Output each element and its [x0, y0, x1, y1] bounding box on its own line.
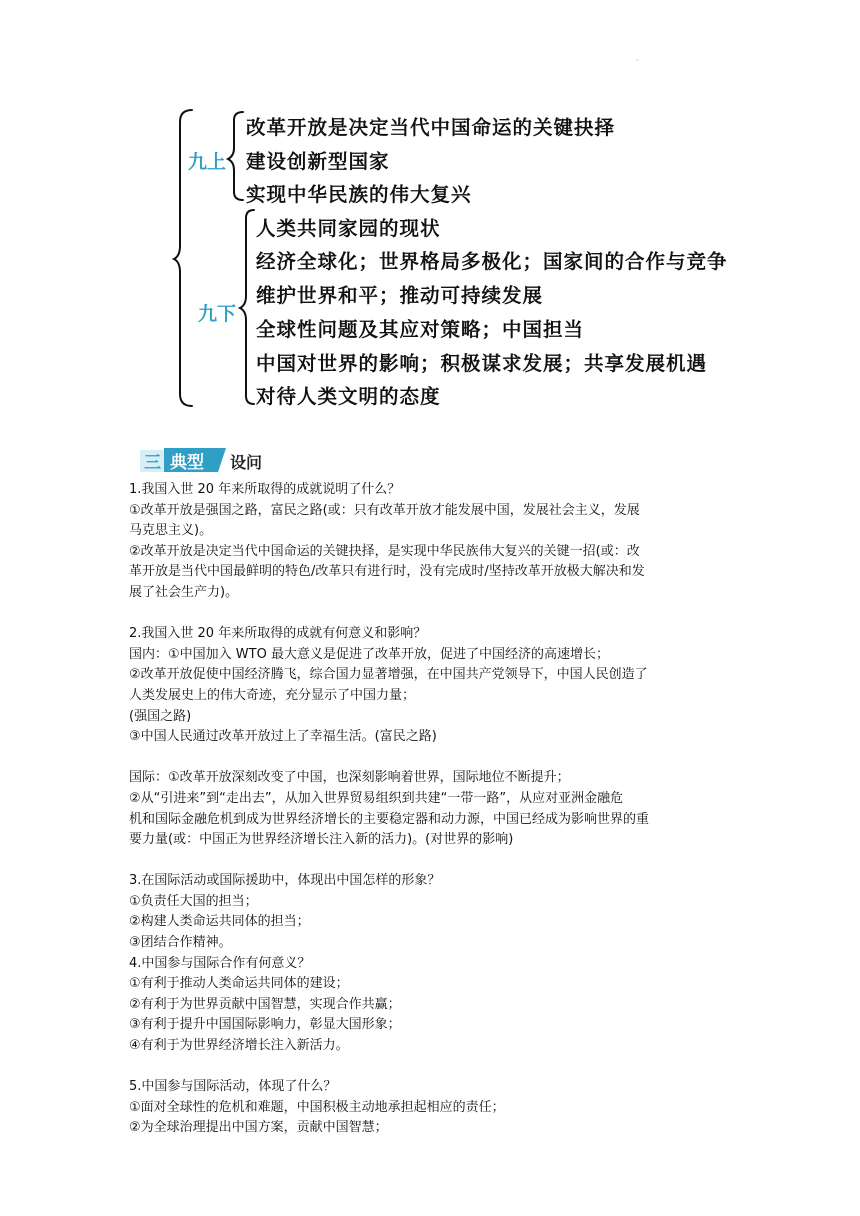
answer-line: ②为全球治理提出中国方案，贡献中国智慧； [129, 1120, 388, 1136]
answer-line: ①面对全球性的危机和难题，中国积极主动地承担起相应的责任； [129, 1099, 505, 1115]
outline-item: 建设创新型国家 [246, 150, 390, 173]
group-label-upper: 九上 [188, 151, 227, 173]
answer-line: (强国之路) [129, 708, 192, 724]
outline-diagram [170, 106, 810, 412]
section-heading [140, 446, 340, 474]
answer-line: 要力量(或：中国正为世界经济增长注入新的活力)。(对世界的影响) [129, 832, 514, 848]
answer-line: ①改革开放是强国之路，富民之路(或：只有改革开放才能发展中国，发展社会主义，发展 [129, 502, 640, 518]
answer-line: ①有利于推动人类命运共同体的建设； [129, 976, 349, 992]
page-mark: · [636, 56, 639, 65]
answer-line: 人类发展史上的伟大奇迹，充分显示了中国力量； [129, 687, 416, 703]
question: 1.我国入世 20 年来所取得的成就说明了什么？ [129, 482, 401, 497]
question: 5.中国参与国际活动，体现了什么？ [129, 1079, 337, 1095]
answer-line: ②改革开放是决定当代中国命运的关键抉择，是实现中华民族伟大复兴的关键一招(或：改 [129, 543, 640, 559]
answer-line: ③团结合作精神。 [129, 935, 232, 951]
answer-line: ②构建人类命运共同体的担当； [129, 914, 310, 930]
question: 4.中国参与国际合作有何意义？ [129, 955, 311, 971]
outline-item: 中国对世界的影响；积极谋求发展；共享发展机遇 [256, 352, 708, 375]
outline-item: 经济全球化；世界格局多极化；国家间的合作与竞争 [256, 250, 728, 273]
answer-line: ③有利于提升中国国际影响力，彰显大国形象； [129, 1017, 401, 1033]
outline-item: 维护世界和平；推动可持续发展 [256, 284, 544, 307]
answer-line: 机和国际金融危机到成为世界经济增长的主要稳定器和动力源，中国已经成为影响世界的重 [129, 811, 650, 827]
outline-item: 实现中华民族的伟大复兴 [246, 183, 472, 206]
answer-line: ①负责任大国的担当； [129, 893, 258, 909]
section-tag: 典型 [170, 453, 204, 473]
answer-line: ②从“引进来”到“走出去”，从加入世界贸易组织到共建“一带一路”，从应对亚洲金融危 [129, 790, 624, 806]
answer-line: ③中国人民通过改革开放过上了幸福生活。(富民之路) [129, 729, 437, 745]
group-label-lower: 九下 [198, 303, 237, 325]
qa-content [129, 480, 741, 1139]
answer-line: 革开放是当代中国最鲜明的特色/改革只有进行时，没有完成时/坚持改革开放极大解决和发 [129, 564, 645, 580]
question: 3.在国际活动或国际援助中，体现出中国怎样的形象？ [129, 873, 441, 889]
answer-line: 展了社会生产力)。 [129, 584, 239, 600]
answer-line: 马克思主义)。 [129, 523, 213, 539]
section-number: 三 [144, 453, 161, 473]
section-title: 设问 [230, 453, 263, 472]
question: 2.我国入世 20 年来所取得的成就有何意义和影响？ [129, 626, 427, 642]
outline-item: 改革开放是决定当代中国命运的关键抉择 [246, 116, 616, 139]
outline-item: 人类共同家园的现状 [256, 217, 441, 240]
outline-item: 对待人类文明的态度 [256, 385, 441, 408]
answer-line: 国际：①改革开放深刻改变了中国，也深刻影响着世界，国际地位不断提升； [129, 770, 570, 786]
outline-item: 全球性问题及其应对策略；中国担当 [256, 318, 585, 341]
answer-line: ②有利于为世界贡献中国智慧，实现合作共赢； [129, 996, 401, 1012]
answer-line: ②改革开放促使中国经济腾飞，综合国力显著增强，在中国共产党领导下，中国人民创造了 [129, 667, 648, 683]
answer-line: 国内：①中国加入 WTO 最大意义是促进了改革开放，促进了中国经济的高速增长； [129, 646, 609, 662]
answer-line: ④有利于为世界经济增长注入新活力。 [129, 1038, 349, 1054]
